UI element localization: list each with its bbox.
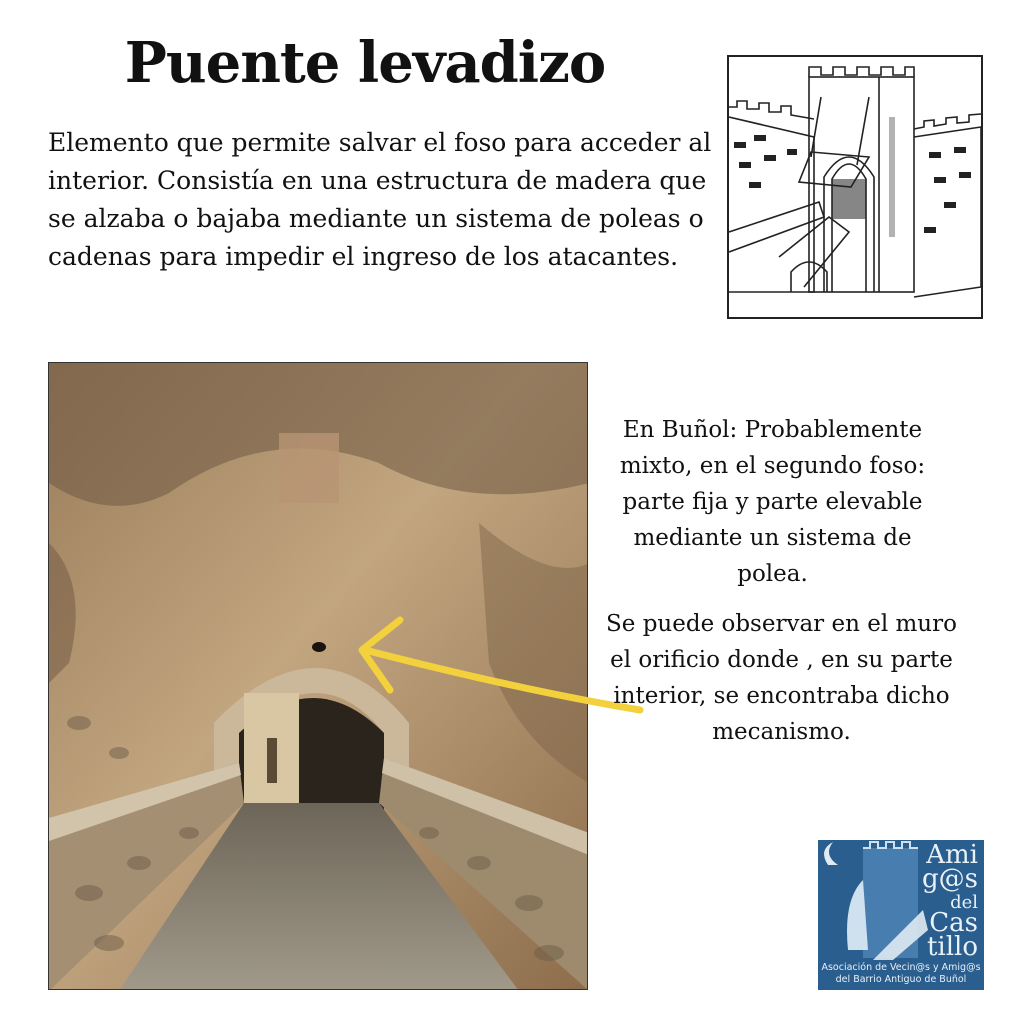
hole-note: Se puede observar en el muro el orificio donde , en su parte interior, se encontraba dicho mecanismo. <box>606 611 957 745</box>
logo-subtitle-2: del Barrio Antiguo de Buñol <box>835 974 967 985</box>
logo-line-3: del <box>950 892 978 913</box>
intro-paragraph: Elemento que permite salvar el foso para acceder al interior. Consistía en una estructura de madera que se alzaba o bajaba mediante un sistema de poleas o cadenas para impedir el ingreso de los atacantes. <box>48 128 712 271</box>
logo-line-5: tillo <box>926 932 978 962</box>
drawbridge-illustration <box>727 55 983 319</box>
amigos-del-castillo-logo <box>818 840 984 990</box>
page-title: Puente levadizo <box>124 30 606 96</box>
bunol-note: En Buñol: Probablemente mixto, en el segundo foso: parte fija y parte elevable mediante un sistema de polea. <box>619 417 926 587</box>
logo-line-4: Cas <box>929 908 978 938</box>
logo-line-1: Ami <box>926 840 978 870</box>
logo-subtitle-1: Asociación de Vecin@s y Amig@s <box>821 962 981 973</box>
logo-line-2: g@s <box>922 864 978 894</box>
logo-subtitle <box>818 962 984 986</box>
